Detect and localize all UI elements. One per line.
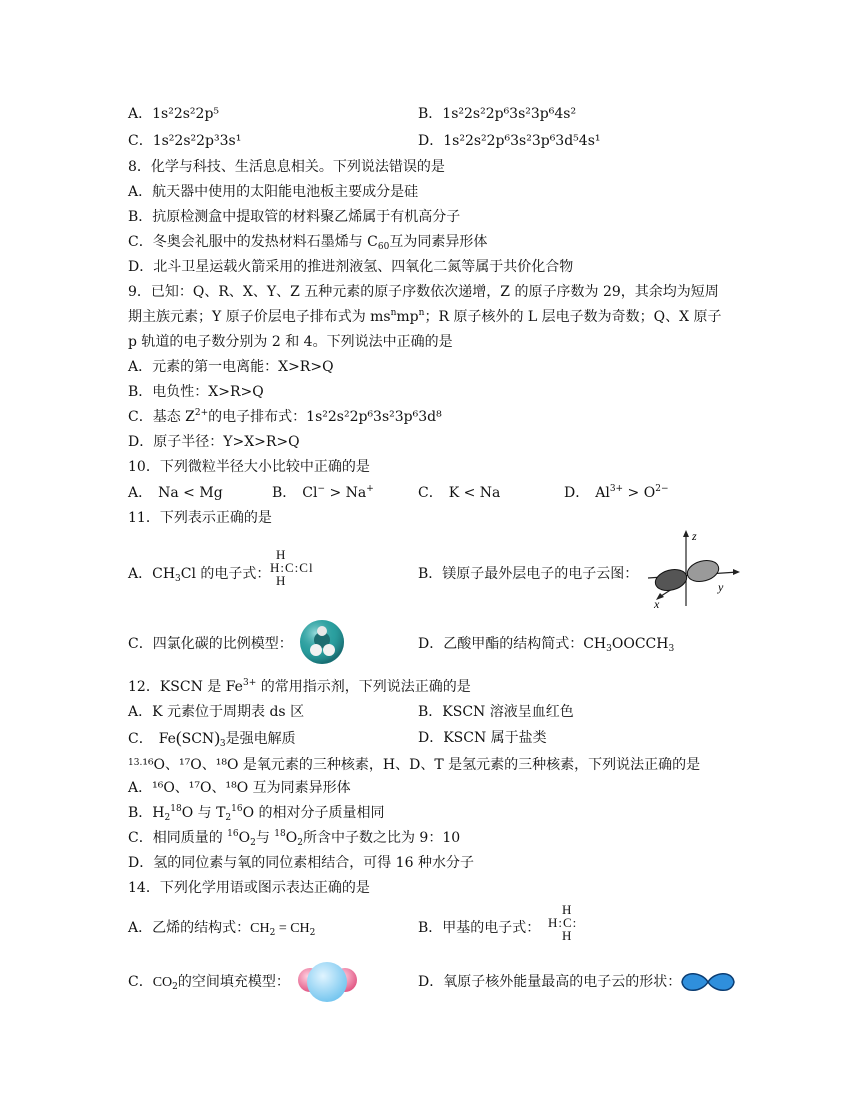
axis-x-label: x (654, 597, 660, 611)
q14-option-a-eq: = (275, 921, 291, 936)
q13-option-b-sup1: 18 (170, 804, 182, 814)
q14-option-d: D．氧原子核外能量最高的电子云的形状： (418, 974, 682, 990)
q9-line2-mid: mp (396, 309, 419, 325)
q9-line2-sup2: n (418, 308, 425, 318)
q8-option-c-text: C．冬奥会礼服中的发热材料石墨烯与 C (128, 234, 378, 250)
q14-option-a-f1: CH (250, 921, 270, 936)
q14-lewis-mid: H:C: (548, 915, 578, 930)
q14-option-c-post: 的空间填充模型： (177, 974, 290, 990)
q10-option-b-label: B． (272, 485, 297, 501)
q11-stem: 11．下列表示正确的是 (128, 510, 272, 526)
q14-option-c-label: C． (128, 974, 153, 990)
q13-option-c-sub1: 2 (250, 838, 256, 848)
q9-stem-line-1: 9．已知：Q、R、X、Y、Z 五种元素的原子序数依次递增，Z 的原子序数为 29，其余均为短周 (128, 284, 719, 300)
q12-stem-sup: 3+ (242, 678, 257, 688)
q11-option-b: B．镁原子最外层电子的电子云图： (418, 566, 639, 582)
q7-option-c-text: 1s²2s²2p³3s¹ (152, 133, 242, 149)
q13-option-b-mid: O 与 T (181, 805, 226, 821)
q14-option-c-co: CO (152, 975, 173, 990)
q10-option-d-text2: > O (623, 485, 656, 501)
q8-option-c-text-post: 互为同素异形体 (389, 234, 488, 250)
q7-option-a-text: 1s²2s²2p⁵ (152, 106, 220, 122)
q12-open-paren: ( (175, 728, 182, 747)
q13-option-b-sub1: 2 (164, 813, 171, 823)
q13-option-c-pre: C．相同质量的 (128, 830, 228, 846)
q11-ch3cl-lewis-structure (270, 548, 314, 587)
q11-option-a-post: Cl 的电子式： (180, 566, 271, 582)
q11-lewis-mid: H:C:Cl (270, 560, 314, 575)
q12-option-d: D．KSCN 属于盐类 (418, 730, 547, 746)
q9-option-c-sup: 2+ (194, 408, 209, 418)
electron-cloud-axes-diagram (648, 528, 740, 610)
q7-option-b-text: 1s²2s²2p⁶3s²3p⁶4s² (442, 106, 577, 122)
q13-option-c-o2: O (285, 830, 298, 846)
ccl4-space-filling-model (298, 618, 346, 666)
q9-line2-sup1: n (390, 308, 397, 318)
q13-option-c-o1: O (238, 830, 251, 846)
axis-z-label: z (692, 529, 697, 543)
q13-option-c-mid: 与 (255, 830, 275, 846)
q14-option-a-sub1: 2 (269, 928, 276, 938)
q13-stem-text: ¹⁶O、¹⁷O、¹⁸O 是氧元素的三种核素，H、D、T 是氢元素的三种核素，下列说法正确的是 (142, 757, 701, 773)
q14-option-b: B．甲基的电子式： (418, 920, 541, 936)
q13-option-b-sub2: 2 (225, 813, 232, 823)
q10-option-d-label: D． (564, 485, 590, 501)
q12-stem-pre: 12．KSCN 是 Fe (128, 679, 243, 695)
q8-option-c (128, 232, 487, 252)
q12-option-c-scn: SCN (181, 731, 215, 747)
q9-option-c-config: 1s²2s²2p⁶3s²3p⁶3d⁸ (306, 409, 442, 425)
q13-option-b-pre: B．H (128, 805, 165, 821)
q9-line2-pre: 期主族元素；Y 原子价层电子排布式为 ms (128, 309, 391, 325)
q13-option-b-sup2: 16 (231, 804, 243, 814)
q11-option-d (418, 634, 674, 654)
q14-stem: 14．下列化学用语或图示表达正确的是 (128, 880, 370, 896)
q13-option-c-post: 所含中子数之比为 9：10 (302, 830, 461, 846)
q8-option-b: B．抗原检测盒中提取管的材料聚乙烯属于有机高分子 (128, 209, 461, 225)
q14-option-a-pre: A．乙烯的结构式： (128, 920, 251, 936)
q8-option-a: A．航天器中使用的太阳能电池板主要成分是硅 (128, 184, 419, 200)
co2-space-filling-model (298, 958, 358, 1004)
q13-option-b (128, 803, 385, 823)
q10-option-d (564, 483, 669, 503)
q11-option-a (128, 564, 270, 584)
q13-option-c-sub2: 2 (297, 838, 303, 848)
q12-stem (128, 677, 471, 697)
q9-option-c-mid: 的电子排布式： (208, 409, 307, 425)
q13-option-c-sup2: 18 (274, 829, 286, 839)
q12-option-c-fe: Fe (158, 731, 176, 747)
q10-stem: 10．下列微粒半径大小比较中正确的是 (128, 459, 370, 475)
q7-option-d-text: 1s²2s²2p⁶3s²3p⁶3d⁵4s¹ (443, 133, 601, 149)
q10-option-d-sup1: 3+ (609, 484, 624, 494)
q12-option-c-sub: 3 (219, 739, 226, 749)
q9-stem-line-2 (128, 307, 722, 327)
q12-option-c-post: 是强电解质 (225, 731, 296, 747)
q13-option-b-post: O 的相对分子质量相同 (242, 805, 385, 821)
q7-option-c (128, 131, 241, 151)
q10-option-b (272, 483, 374, 503)
q12-option-c (128, 728, 296, 749)
q7-option-c-label: C． (128, 133, 153, 149)
q10-option-c-label: C． (418, 485, 443, 501)
q10-option-a (128, 483, 223, 503)
q13-option-c (128, 828, 460, 848)
q13-option-d: D．氢的同位素与氧的同位素相结合，可得 16 种水分子 (128, 855, 474, 871)
q10-option-c (418, 483, 500, 503)
q11-option-d-sub2: 3 (668, 644, 675, 654)
q10-option-d-text1: Al (595, 485, 610, 501)
q10-option-a-text: Na < Mg (158, 485, 223, 501)
q11-option-d-mid: OOCCH (611, 636, 669, 652)
q9-option-c (128, 407, 442, 427)
q11-lewis-top: H (276, 547, 286, 562)
q13-number: 13. (128, 758, 143, 768)
q10-option-b-sup1: − (317, 484, 326, 494)
q7-option-a-label: A． (128, 106, 153, 122)
q9-option-a: A．元素的第一电离能：X>R>Q (128, 359, 334, 375)
q8-option-c-sub: 60 (377, 242, 390, 252)
q7-option-d (418, 131, 601, 151)
q14-option-a-sub2: 2 (309, 928, 316, 938)
q13-option-a: A．¹⁶O、¹⁷O、¹⁸O 互为同素异形体 (128, 780, 351, 796)
axis-y-label: y (718, 580, 724, 594)
q11-option-d-sub1: 3 (606, 644, 612, 654)
q7-option-a (128, 104, 219, 124)
q13-option-c-sup1: 16 (227, 829, 239, 839)
q10-option-c-text: K < Na (448, 485, 501, 501)
q12-close-paren: ) (214, 728, 220, 747)
q12-option-c-label: C． (128, 731, 153, 747)
q14-option-c-sub: 2 (172, 982, 178, 992)
q10-option-a-label: A． (128, 485, 153, 501)
q10-option-b-text2: > Na (325, 485, 367, 501)
q9-option-b: B．电负性：X>R>Q (128, 384, 264, 400)
q11-lewis-bot: H (276, 573, 286, 588)
q8-stem: 8．化学与科技、生活息息相关。下列说法错误的是 (128, 159, 445, 175)
q11-option-a-sub: 3 (175, 574, 181, 584)
q12-option-b: B．KSCN 溶液呈血红色 (418, 704, 574, 720)
q9-option-d: D．原子半径：Y>X>R>Q (128, 434, 300, 450)
q10-option-b-sup2: + (366, 484, 374, 494)
q10-option-b-text1: Cl (302, 485, 318, 501)
q10-option-d-sup2: 2− (655, 484, 669, 494)
q14-lewis-bot: H (562, 928, 572, 943)
q11-option-c: C．四氯化碳的比例模型： (128, 636, 293, 652)
p-orbital-dumbbell-shape (680, 970, 736, 994)
q14-lewis-top: H (562, 902, 572, 917)
q8-option-d: D．北斗卫星运载火箭采用的推进剂液氢、四氧化二氮等属于共价化合物 (128, 259, 574, 275)
q11-option-a-pre: A．CH (128, 566, 176, 582)
q7-option-b (418, 104, 576, 124)
q12-stem-post: 的常用指示剂，下列说法正确的是 (256, 679, 471, 695)
q14-option-a-f2: CH (290, 921, 310, 936)
q9-stem-line-3: p 轨道的电子数分别为 2 和 4。下列说法中正确的是 (128, 334, 453, 350)
q7-option-b-label: B． (418, 106, 443, 122)
q9-line2-post: ；R 原子核外的 L 层电子数为奇数；Q、X 原子 (424, 309, 722, 325)
q12-option-a: A．K 元素位于周期表 ds 区 (128, 704, 305, 720)
q9-option-c-pre: C．基态 Z (128, 409, 195, 425)
q14-methyl-lewis-structure (548, 903, 577, 942)
q11-option-d-pre: D．乙酸甲酯的结构简式：CH (418, 636, 607, 652)
q13-stem (128, 753, 700, 775)
q14-option-c (128, 972, 290, 993)
q14-option-a (128, 918, 315, 939)
q7-option-d-label: D． (418, 133, 444, 149)
